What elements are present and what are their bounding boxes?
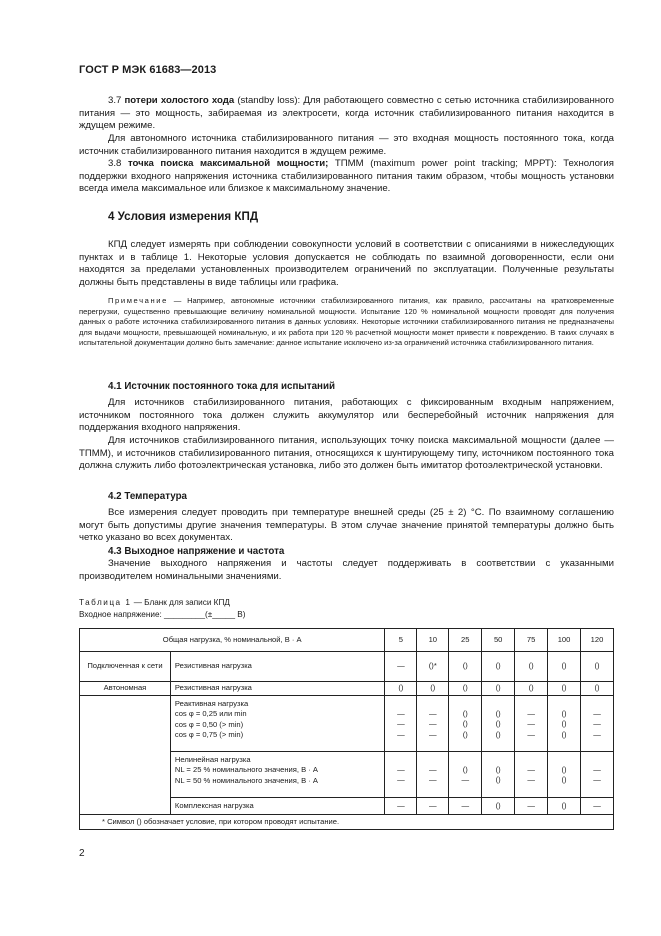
table-cell: () bbox=[482, 652, 515, 682]
table-cell bbox=[482, 752, 515, 798]
table-row bbox=[80, 652, 614, 682]
table-cell bbox=[417, 696, 449, 752]
table-cell: () bbox=[548, 682, 581, 696]
column-header: 5 bbox=[385, 629, 417, 652]
table-caption bbox=[79, 598, 230, 607]
reactive-load-line: cos φ = 0,75 (> min) bbox=[174, 730, 244, 740]
row-group-label: Автономная bbox=[80, 682, 171, 696]
column-header: 75 bbox=[515, 629, 548, 652]
clause-number: 3.8 bbox=[108, 158, 122, 169]
cell-value: — bbox=[429, 775, 437, 785]
column-header: 120 bbox=[581, 629, 614, 652]
cell-value: () bbox=[495, 729, 501, 739]
cell-value: — bbox=[593, 709, 601, 718]
table-cell: () bbox=[482, 682, 515, 696]
page-number: 2 bbox=[79, 848, 85, 859]
table-cell: () bbox=[515, 682, 548, 696]
table-cell: — bbox=[581, 798, 614, 815]
cell-value: — bbox=[527, 719, 535, 729]
section-4-title: 4 Условия измерения КПД bbox=[108, 210, 259, 223]
clause-text: ТПММ (maximum power point tracking; МРРТ): Технология поддержки входного напряжения источника стабилизированного питания таким образом, чтобы мощность установки всегда имела максимальное или близкое к максимальному значение. bbox=[79, 158, 614, 195]
clause-term: точка поиска максимальной мощности; bbox=[127, 158, 329, 169]
table-cell bbox=[385, 752, 417, 798]
column-header: 10 bbox=[417, 629, 449, 652]
clause-text: (standby loss): Для работающего совместно с сетью источника стабилизированного питания — это мощность, забираемая из электросети, когда источник стабилизированного питания находится в ждущем режиме. bbox=[79, 95, 614, 132]
section-4-paragraph: КПД следует измерять при соблюдении совокупности условий в соответствии с описаниями в нижеследующих пунктах и в таблице 1. Некоторые условия допускается не соблюдать по взаимной договоренности, если они находятся за пределами установленных производителем ограничений по эксплуатации. Полученные результаты должны быть представлены в виде таблицы или графика. bbox=[79, 239, 614, 288]
reactive-load-line: cos φ = 0,25 или min bbox=[174, 709, 247, 719]
table-cell bbox=[385, 696, 417, 752]
cell-value: — bbox=[397, 709, 405, 718]
table-cell bbox=[449, 752, 482, 798]
cell-value: — bbox=[593, 775, 601, 785]
table-cell: — bbox=[515, 798, 548, 815]
cell-value: — bbox=[397, 765, 405, 774]
cell-value: — bbox=[397, 775, 405, 785]
nonlinear-load-cell bbox=[170, 752, 385, 798]
cell-value: — bbox=[429, 709, 437, 718]
table-cell: () bbox=[482, 798, 515, 815]
table-header-row bbox=[80, 629, 614, 652]
subsection-4-1-paragraph-1: Для источников стабилизированного питания, работающих с фиксированным входным напряжением, источником постоянного тока должен служить аккумулятор или бесперебойный источник напряжения для поддержания входного напряжения. bbox=[79, 397, 614, 434]
nonlinear-load-line: NL = 50 % номинального значения, В · А bbox=[174, 775, 318, 785]
cell-value: — bbox=[527, 709, 535, 718]
cell-value: () bbox=[462, 765, 468, 774]
clause-number: 3.7 bbox=[108, 95, 122, 106]
table-footnote: * Символ () обозначает условие, при котором проводят испытание. bbox=[80, 815, 614, 830]
cell-value: () bbox=[495, 775, 501, 785]
cell-value: () bbox=[495, 719, 501, 729]
table-cell bbox=[581, 752, 614, 798]
cell-value: — bbox=[593, 729, 601, 739]
cell-value: () bbox=[561, 719, 567, 729]
column-header: 25 bbox=[449, 629, 482, 652]
reactive-load-title: Реактивная нагрузка bbox=[174, 699, 249, 708]
table-cell bbox=[482, 696, 515, 752]
column-header: 50 bbox=[482, 629, 515, 652]
table-row-reactive bbox=[80, 696, 614, 752]
table-caption-text: — Бланк для записи КПД bbox=[131, 598, 230, 607]
cell-value: () bbox=[495, 765, 501, 774]
cell-value: — bbox=[527, 765, 535, 774]
table-cell: () bbox=[548, 652, 581, 682]
cell-value: () bbox=[462, 729, 468, 739]
table-cell: — bbox=[417, 798, 449, 815]
table-cell: () bbox=[515, 652, 548, 682]
row-load-name: Комплексная нагрузка bbox=[170, 798, 385, 815]
table-cell: ()* bbox=[417, 652, 449, 682]
table-cell: — bbox=[449, 798, 482, 815]
table-cell: () bbox=[548, 798, 581, 815]
cell-value: () bbox=[495, 709, 501, 718]
subsection-4-1-title: 4.1 Источник постоянного тока для испытаний bbox=[108, 381, 336, 392]
subsection-4-1-paragraph-2: Для источников стабилизированного питания, использующих точку поиска максимальной мощности (далее — ТПММ), и источников стабилизированного питания, относящихся к шунтирующему типу, источником постоянного тока должна служить либо фотоэлектрическая установка, либо это должен быть имитатор фотоэлектрической установки. bbox=[79, 435, 614, 472]
clause-3-8 bbox=[79, 158, 614, 196]
cell-value: — bbox=[527, 775, 535, 785]
reactive-load-line: cos φ = 0,50 (> min) bbox=[174, 719, 244, 729]
table-cell: () bbox=[581, 682, 614, 696]
cell-value: — bbox=[527, 729, 535, 739]
table-cell: () bbox=[417, 682, 449, 696]
table-cell: () bbox=[581, 652, 614, 682]
table-row bbox=[80, 682, 614, 696]
cell-value: — bbox=[429, 765, 437, 774]
table-cell bbox=[548, 696, 581, 752]
row-load-name: Резистивная нагрузка bbox=[170, 682, 385, 696]
note-text: — Например, автономные источники стабилизированного питания, как правило, рассчитаны на кратковременные перегрузки, существенно превышающие величину номинальной мощности. Испытание 120 % номинальной мощности проводят для получения данных о работе источника стабилизированного питания в данных условиях. Некоторые источники стабилизированного питания не предназначены для выдачи мощности, превышающей номинальную, и их работа при 120 % расчетной мощности может привести к повреждению. В таких случаях в испытательной документации должно быть замечание: данное испытание исключено из-за ограничений источника стабилизированного питания. bbox=[79, 296, 614, 348]
cell-value: () bbox=[462, 719, 468, 729]
row-group-label: Подключенная к сети bbox=[80, 652, 171, 682]
cell-value: () bbox=[561, 775, 567, 785]
table-cell bbox=[449, 696, 482, 752]
table-cell: — bbox=[385, 652, 417, 682]
document-header: ГОСТ Р МЭК 61683—2013 bbox=[79, 64, 217, 76]
table-cell: () bbox=[449, 682, 482, 696]
efficiency-record-table bbox=[79, 628, 614, 830]
cell-value: () bbox=[561, 709, 567, 718]
subsection-4-2-title: 4.2 Температура bbox=[108, 491, 187, 502]
table-cell bbox=[581, 696, 614, 752]
row-group-empty bbox=[80, 696, 171, 815]
nonlinear-load-title: Нелинейная нагрузка bbox=[174, 755, 251, 764]
reactive-load-cell bbox=[170, 696, 385, 752]
note-label: Примечание bbox=[108, 296, 168, 305]
cell-value: () bbox=[561, 765, 567, 774]
subsection-4-2-paragraph: Все измерения следует проводить при температуре внешней среды (25 ± 2) °С. По взаимному соглашению могут быть допустимы другие значения температуры. В этом случае значение принятой температуры должно быть четко указано во всех документах. bbox=[79, 507, 614, 544]
column-header: 100 bbox=[548, 629, 581, 652]
cell-value: — bbox=[461, 775, 470, 785]
header-load-label: Общая нагрузка, % номинальной, В · А bbox=[80, 629, 385, 652]
table-cell bbox=[548, 752, 581, 798]
table-cell: () bbox=[449, 652, 482, 682]
cell-value: — bbox=[397, 729, 405, 739]
cell-value: — bbox=[593, 765, 601, 774]
table-voltage-line: Входное напряжение: _________(±_____ В) bbox=[79, 610, 246, 619]
subsection-4-3-paragraph: Значение выходного напряжения и частоты следует поддерживать в соответствии с указанными производителем номинальными значениями. bbox=[79, 558, 614, 582]
cell-value: — bbox=[429, 729, 437, 739]
table-cell bbox=[417, 752, 449, 798]
table-cell: — bbox=[385, 798, 417, 815]
cell-value: () bbox=[561, 729, 567, 739]
clause-term: потери холостого хода bbox=[124, 95, 235, 106]
section-4-note bbox=[79, 296, 614, 349]
subsection-4-3-title: 4.3 Выходное напряжение и частота bbox=[108, 546, 285, 557]
cell-value: () bbox=[462, 709, 468, 718]
table-footnote-row bbox=[80, 815, 614, 830]
clause-3-7-paragraph: Для автономного источника стабилизированного питания — это входная мощность постоянного тока, когда источник стабилизированного питания находится в ждущем режиме. bbox=[79, 133, 614, 157]
row-load-name: Резистивная нагрузка bbox=[170, 652, 385, 682]
clause-3-7 bbox=[79, 95, 614, 133]
cell-value: — bbox=[593, 719, 601, 729]
table-caption-label: Таблица 1 bbox=[79, 598, 132, 607]
table-cell: () bbox=[385, 682, 417, 696]
table-cell bbox=[515, 696, 548, 752]
cell-value: — bbox=[429, 719, 437, 729]
table-cell bbox=[515, 752, 548, 798]
nonlinear-load-line: NL = 25 % номинального значения, В · А bbox=[174, 765, 318, 775]
cell-value: — bbox=[397, 719, 405, 729]
